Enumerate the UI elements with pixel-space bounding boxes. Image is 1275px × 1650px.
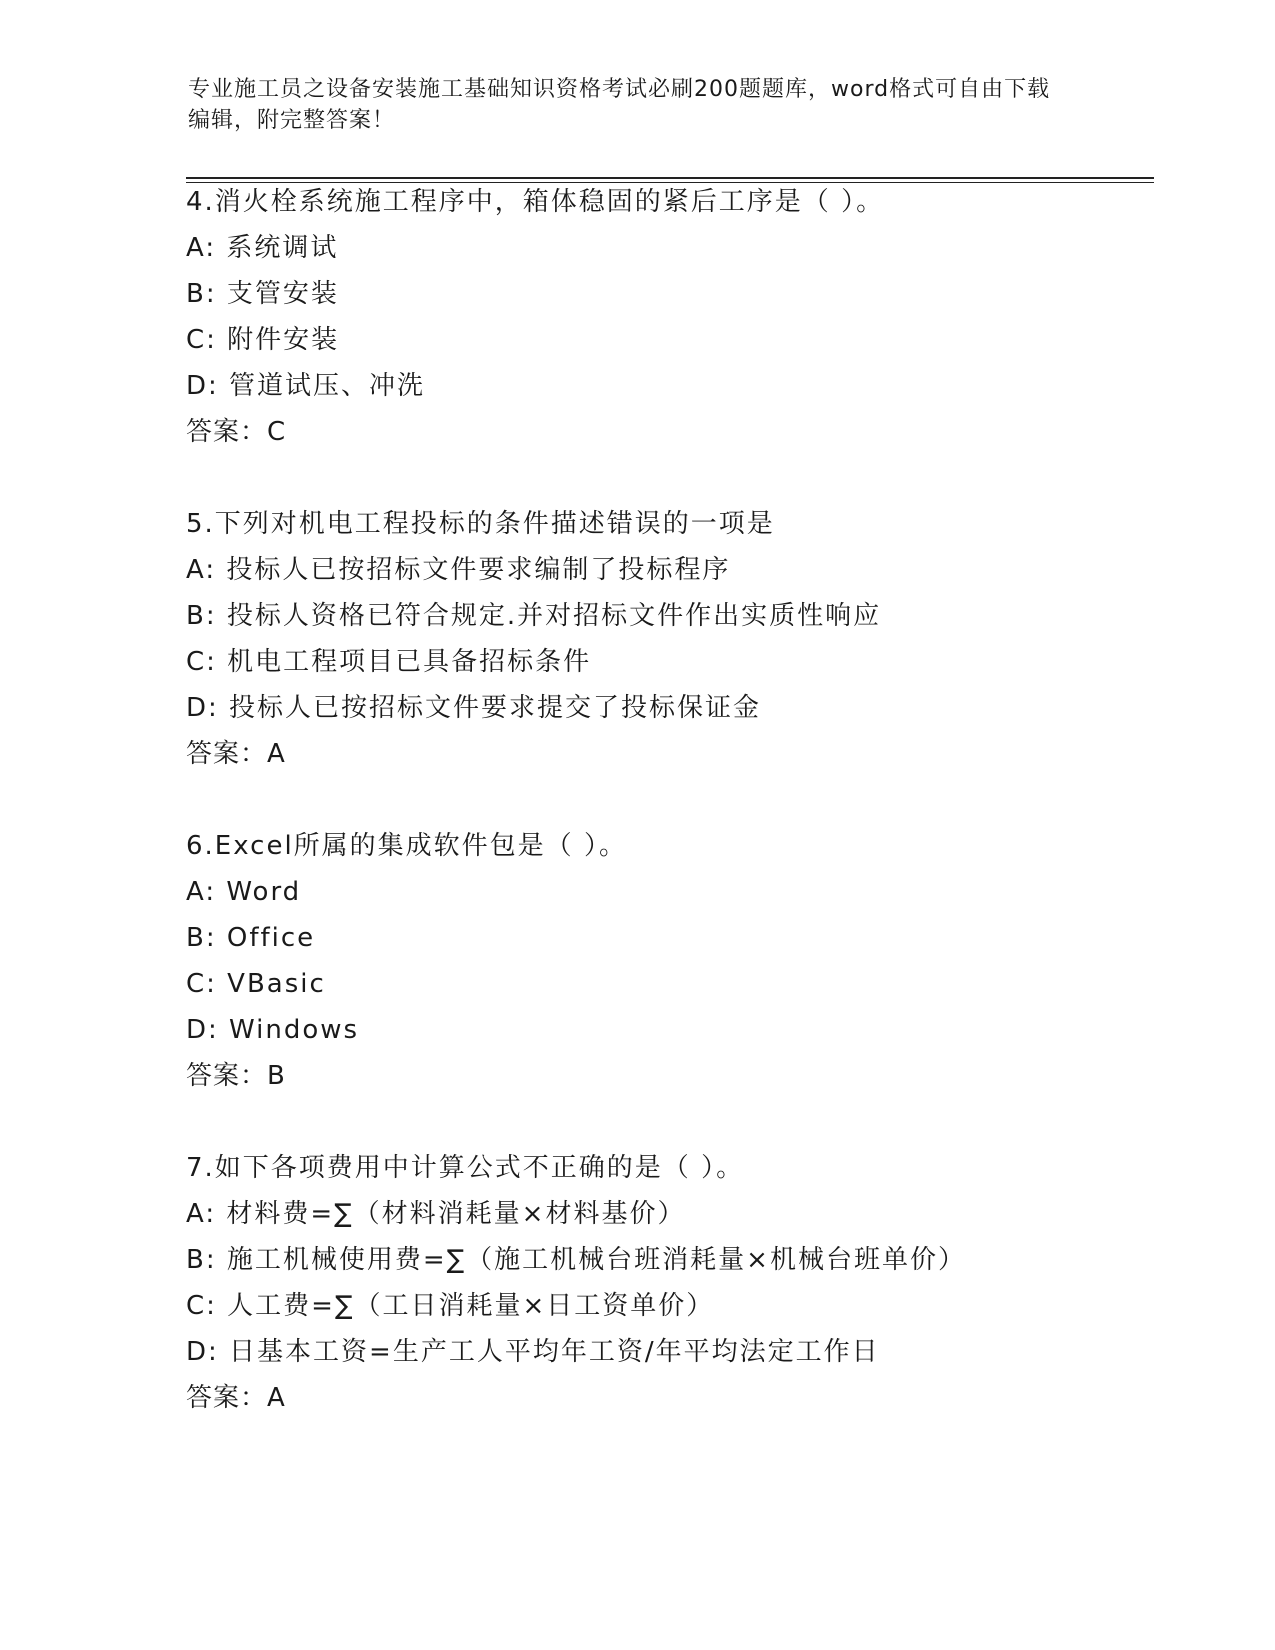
question-stem: 6.Excel所属的集成软件包是（ ）。 [186,831,627,861]
answer-value: B [267,1061,286,1091]
answer-value: A [267,739,286,769]
option-b: B: Office [186,923,316,953]
question-block [186,179,1146,455]
answer-label: 答案： [186,739,268,769]
option-d: D: 管道试压、冲洗 [186,371,426,401]
option-d: D: 投标人已按招标文件要求提交了投标保证金 [186,693,762,723]
answer-value: C [267,417,287,447]
question-stem: 4.消火栓系统施工程序中，箱体稳固的紧后工序是（ ）。 [186,187,885,217]
option-a: A: Word [186,877,302,907]
option-d: D: 日基本工资=生产工人平均年工资/年平均法定工作日 [186,1337,880,1367]
answer-label: 答案： [186,1061,268,1091]
answer-label: 答案： [186,1383,268,1413]
question-stem: 5.下列对机电工程投标的条件描述错误的一项是 [186,509,775,539]
option-b: B: 投标人资格已符合规定.并对招标文件作出实质性响应 [186,601,882,631]
option-a: A: 投标人已按招标文件要求编制了投标程序 [186,555,731,585]
document-header: 专业施工员之设备安装施工基础知识资格考试必刷200题题库，word格式可自由下载编辑，附完整答案！ [188,77,1051,133]
answer-line [186,731,1146,777]
option-b: B: 施工机械使用费=∑（施工机械台班消耗量×机械台班单价） [186,1245,966,1275]
option-c: C: 机电工程项目已具备招标条件 [186,647,592,677]
answer-line [186,1375,1146,1421]
answer-value: A [267,1383,286,1413]
option-d: D: Windows [186,1015,360,1045]
question-stem: 7.如下各项费用中计算公式不正确的是（ ）。 [186,1153,745,1183]
answer-line [186,409,1146,455]
question-block [186,823,1146,1099]
option-c: C: 附件安装 [186,325,340,355]
answer-label: 答案： [186,417,268,447]
option-a: A: 系统调试 [186,233,339,263]
question-block [186,501,1146,777]
option-c: C: VBasic [186,969,326,999]
option-c: C: 人工费=∑（工日消耗量×日工资单价） [186,1291,715,1321]
question-block [186,1145,1146,1421]
option-a: A: 材料费=∑（材料消耗量×材料基价） [186,1199,686,1229]
answer-line [186,1053,1146,1099]
option-b: B: 支管安装 [186,279,339,309]
